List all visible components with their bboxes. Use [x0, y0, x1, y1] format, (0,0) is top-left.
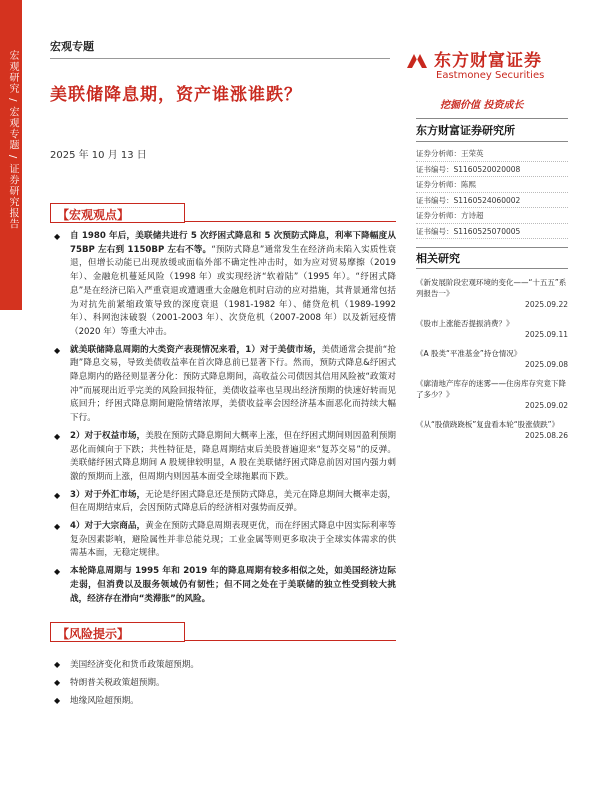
header-divider	[50, 58, 390, 59]
list-item	[52, 520, 396, 561]
list-item: ◆ 地缘风险超预期。	[52, 692, 396, 710]
bullet-lead: 2）对于权益市场，	[70, 430, 146, 441]
risk-heading-label: 【风险提示】	[57, 627, 130, 641]
brand-name-en: Eastmoney Securities	[436, 70, 545, 81]
related-report-date: 2025.09.22	[525, 300, 568, 309]
related-report-title[interactable]: 《股市上涨能否提振消费？》	[416, 319, 514, 328]
page-title: 美联储降息期，资产谁涨谁跌？	[50, 85, 302, 105]
list-item	[52, 489, 396, 516]
macro-view-heading-label: 【宏观观点】	[57, 208, 130, 222]
institute-name: 东方财富证券研究所	[416, 118, 568, 142]
bullet-body: 无论是纾困式降息还是预防式降息，美元在降息期间大概率走弱，但在周期结束后，会因预防式降息后的经济相对强势而反弹。	[70, 489, 396, 514]
related-report[interactable]	[416, 419, 568, 441]
sidebar-banner	[0, 0, 22, 310]
macro-view-heading	[50, 203, 185, 223]
analyst-row: 证书编号：S1160525070005	[416, 224, 568, 240]
brand-slogan: 挖掘价值 投资成长	[440, 100, 524, 111]
bullet-lead: 本轮降息周期与 1995 年和 2019 年的降息周期有较多相似之处，如美国经济边际走弱，但消费以及服务领域仍有韧性；但不同之处在于美联储的独立性受到较大挑战，经济存在滑向“类滞胀”的风险。	[70, 566, 396, 604]
analyst-row: 证书编号：S1160524060002	[416, 193, 568, 209]
analyst-row: 证券分析师：王荣英	[416, 146, 568, 162]
bullet-lead: 自 1980 年后，美联储共进行 5 次纾困式降息和 5 次预防式降息，利率下降幅度从 75BP 左右到 1150BP 左右不等。	[70, 231, 396, 255]
related-report[interactable]	[416, 277, 568, 310]
analyst-row: 证券分析师：陈熙	[416, 177, 568, 193]
related-report-date: 2025.09.08	[525, 360, 568, 369]
bullet-lead: 4）对于大宗商品，	[70, 521, 146, 532]
sidebar-report-path: 宏观研究 / 宏观专题 / 证券研究报告	[7, 50, 18, 230]
list-item	[52, 430, 396, 485]
macro-view-list	[52, 230, 396, 610]
related-report[interactable]	[416, 378, 568, 411]
eastmoney-logo-icon	[404, 48, 430, 74]
bullet-lead: 就美联储降息周期的大类资产表现情况来看，1）对于美债市场，	[70, 344, 322, 355]
brand-logo	[404, 46, 554, 86]
related-report-date: 2025.09.11	[525, 330, 568, 339]
bullet-body: “预防式降息”通常发生在经济尚未陷入实质性衰退，但增长动能已出现放缓或面临外部不确定性冲击时，如为应对贸易摩擦（2019 年）、金融危机蔓延风险（1998 年）或实现经济“软着陆”（1995 年）。“纾困式降息”是在经济已陷入严重衰退或遭遇重大金融危机时启动的应对措施，其背景通常包括为对抗先前紧缩政策导致的深度衰退（1981-1982 年）、储贷危机（1989-1992 年）、科网泡沫破裂（2001-2003 年）、次贷危机（2007-2008 年）以及新冠疫情（2020 年）等重大冲击。	[70, 244, 396, 337]
related-report-title[interactable]: 《A 股类“平准基金”持仓情况》	[416, 349, 522, 358]
report-category: 宏观专题	[50, 40, 94, 53]
list-item: ◆ 美国经济变化和货币政策超预期。	[52, 656, 396, 674]
risk-list	[52, 656, 396, 710]
list-item	[52, 230, 396, 340]
analyst-list	[416, 146, 568, 239]
related-report[interactable]	[416, 348, 568, 370]
risk-heading	[50, 622, 185, 642]
bullet-body: 美股在预防式降息期间大概率上涨，但在纾困式期间则因盈利预期恶化而倾向于下跌；共性特征是，降息周期结束后美股普遍迎来“复苏交易”的反弹。美联储纾困式降息期间 A 股规律较明显，A 股在美联储纾困式降息前因对国内强力刺激的预期而上涨，但周期内则因基本面受全球拖累而下跌。	[70, 430, 396, 482]
analyst-row: 证书编号：S1160520020008	[416, 162, 568, 178]
related-report[interactable]	[416, 318, 568, 340]
analyst-row: 证券分析师：方诗超	[416, 208, 568, 224]
list-item: ◆ 特朗普关税政策超预期。	[52, 674, 396, 692]
list-item	[52, 565, 396, 606]
related-report-date: 2025.08.26	[525, 431, 568, 440]
brand-name-cn: 东方财富证券	[434, 51, 542, 71]
related-report-date: 2025.09.02	[525, 401, 568, 410]
report-date: 2025 年 10 月 13 日	[50, 150, 147, 161]
related-report-title[interactable]: 《从“股债跷跷板”复盘看本轮“股涨债跌”》	[416, 420, 560, 429]
bullet-body: 黄金在预防式降息周期表现更优，而在纾困式降息中因实际利率等复杂因素影响，避险属性并非总能兑现；工业金属等则更多取决于全球实体需求的供需基本面，无稳定规律。	[70, 521, 396, 559]
related-research-title: 相关研究	[416, 247, 568, 269]
macro-view-divider	[185, 221, 396, 222]
bullet-body: 美债通常会提前“抢跑”降息交易，导致美债收益率在首次降息前已显著下行。然而，预防式降息&纾困式降息期内的路径则显著分化：预防式降息期间，高收益公司债因其信用风险被“政策对冲”而展现出近乎完美的风险回报特征，美债收益率也呈现出经济预期的快速好转而见底回升；纾困式降息期间避险情绪浓厚，美债收益率会因经济基本面恶化而持续大幅下行。	[70, 344, 397, 424]
bullet-lead: 3）对于外汇市场，	[70, 489, 146, 500]
side-panel	[416, 118, 568, 441]
related-report-title[interactable]: 《廓清地产库存的迷雾——住房库存究竟下降了多少？》	[416, 379, 566, 399]
list-item	[52, 344, 396, 426]
risk-divider	[185, 640, 396, 641]
related-report-title[interactable]: 《新发展阶段宏观环境的变化——“十五五”系列报告一》	[416, 278, 567, 298]
